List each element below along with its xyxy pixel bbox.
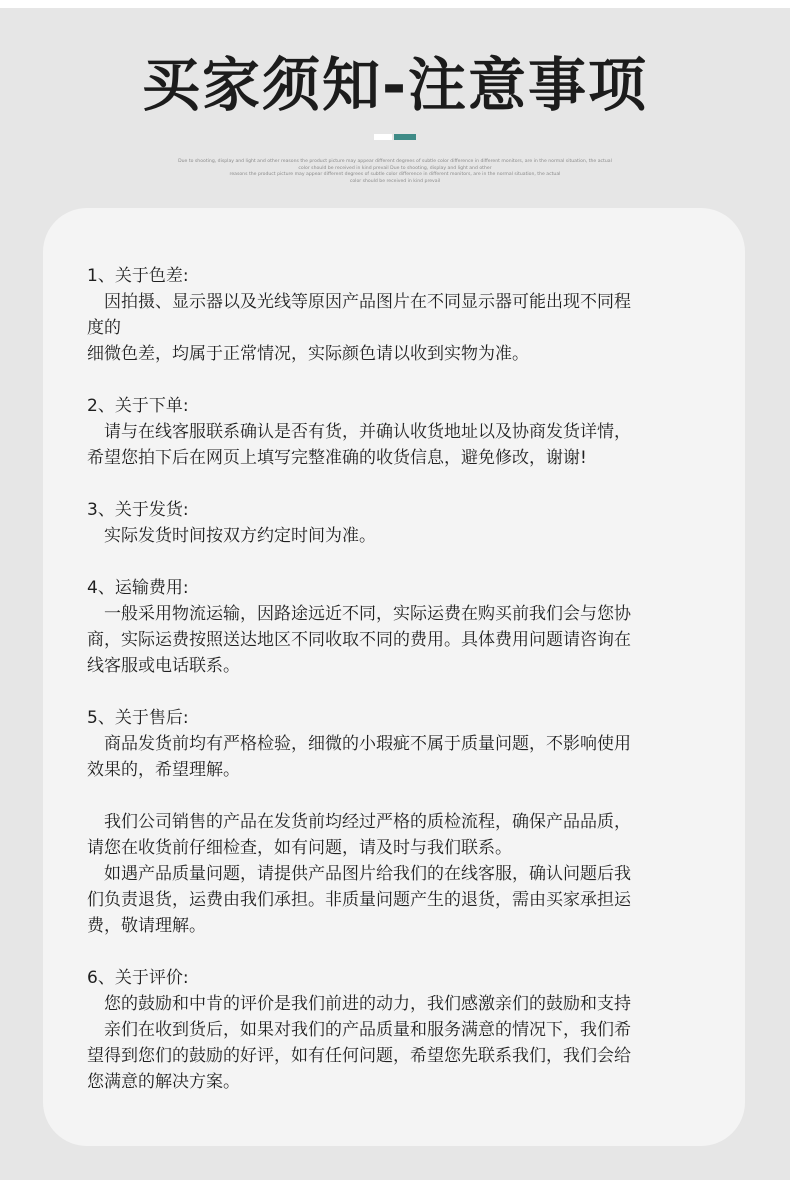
title-underline-accent <box>374 134 416 140</box>
accent-teal-segment <box>394 134 416 140</box>
section-text-line: 亲们在收到货后，如果对我们的产品质量和服务满意的情况下，我们希 <box>87 1020 631 1040</box>
section-spacer <box>87 471 699 497</box>
section-text-line: 希望您拍下后在网页上填写完整准确的收货信息，避免修改，谢谢! <box>87 448 587 468</box>
section-spacer <box>87 549 699 575</box>
section-heading: 2、关于下单: <box>87 396 189 416</box>
section-text-line: 因拍摄、显示器以及光线等原因产品图片在不同显示器可能出现不同程 <box>87 292 631 312</box>
notice-section <box>87 497 699 549</box>
section-text-line: 如遇产品质量问题，请提供产品图片给我们的在线客服，确认问题后我 <box>87 864 631 884</box>
notice-section <box>87 809 699 939</box>
section-spacer <box>87 783 699 809</box>
section-heading: 5、关于售后: <box>87 708 189 728</box>
section-text-line: 您满意的解决方案。 <box>87 1072 240 1092</box>
notice-section <box>87 263 699 367</box>
section-heading: 3、关于发货: <box>87 500 189 520</box>
section-heading: 4、运输费用: <box>87 578 189 598</box>
section-text-line: 望得到您们的鼓励的好评，如有任何问题，希望您先联系我们，我们会给 <box>87 1046 631 1066</box>
section-text-line: 细微色差，均属于正常情况，实际颜色请以收到实物为准。 <box>87 344 529 364</box>
notice-section <box>87 393 699 471</box>
section-text-line: 您的鼓励和中肯的评价是我们前进的动力，我们感激亲们的鼓励和支持 <box>87 994 631 1014</box>
section-text-line: 们负责退货，运费由我们承担。非质量问题产生的退货，需由买家承担运 <box>87 890 631 910</box>
notice-section <box>87 965 699 1095</box>
section-text-line: 商品发货前均有严格检验，细微的小瑕疵不属于质量问题，不影响使用 <box>87 734 631 754</box>
section-text-line: 请与在线客服联系确认是否有货，并确认收货地址以及协商发货详情， <box>87 422 631 442</box>
section-heading: 1、关于色差: <box>87 266 189 286</box>
notice-section <box>87 705 699 783</box>
section-spacer <box>87 367 699 393</box>
fine-print-line: color should be received in kind prevail Due to shooting, display and light and other <box>298 165 492 171</box>
section-text-line: 费，敬请理解。 <box>87 916 206 936</box>
section-text-line: 效果的，希望理解。 <box>87 760 240 780</box>
notice-content <box>87 263 699 1095</box>
notice-section <box>87 575 699 679</box>
section-text-line: 实际发货时间按双方约定时间为准。 <box>87 526 376 546</box>
section-text-line: 商，实际运费按照送达地区不同收取不同的费用。具体费用问题请咨询在 <box>87 630 631 650</box>
accent-white-segment <box>374 134 392 140</box>
section-text-line: 我们公司销售的产品在发货前均经过严格的质检流程，确保产品品质， <box>87 812 631 832</box>
section-text-line: 请您在收货前仔细检查，如有问题，请及时与我们联系。 <box>87 838 512 858</box>
fine-print-line: Due to shooting, display and light and other reasons the product picture may appear different degrees of subtle color difference in different monitors, are in the normal situation, the actual <box>178 159 612 164</box>
fine-print-disclaimer <box>170 159 620 185</box>
top-strip <box>0 0 790 8</box>
section-spacer <box>87 939 699 965</box>
section-text-line: 一般采用物流运输，因路途远近不同，实际运费在购买前我们会与您协 <box>87 604 631 624</box>
fine-print-line: color should be received in kind prevail <box>349 178 441 184</box>
section-heading: 6、关于评价: <box>87 968 189 988</box>
section-text-line: 度的 <box>87 318 121 338</box>
page-title: 买家须知-注意事项 <box>141 51 649 119</box>
section-spacer <box>87 679 699 705</box>
section-text-line: 线客服或电话联系。 <box>87 656 240 676</box>
fine-print-line: reasons the product picture may appear different degrees of subtle color difference in different monitors, are in the normal situation, the actual <box>229 172 561 178</box>
